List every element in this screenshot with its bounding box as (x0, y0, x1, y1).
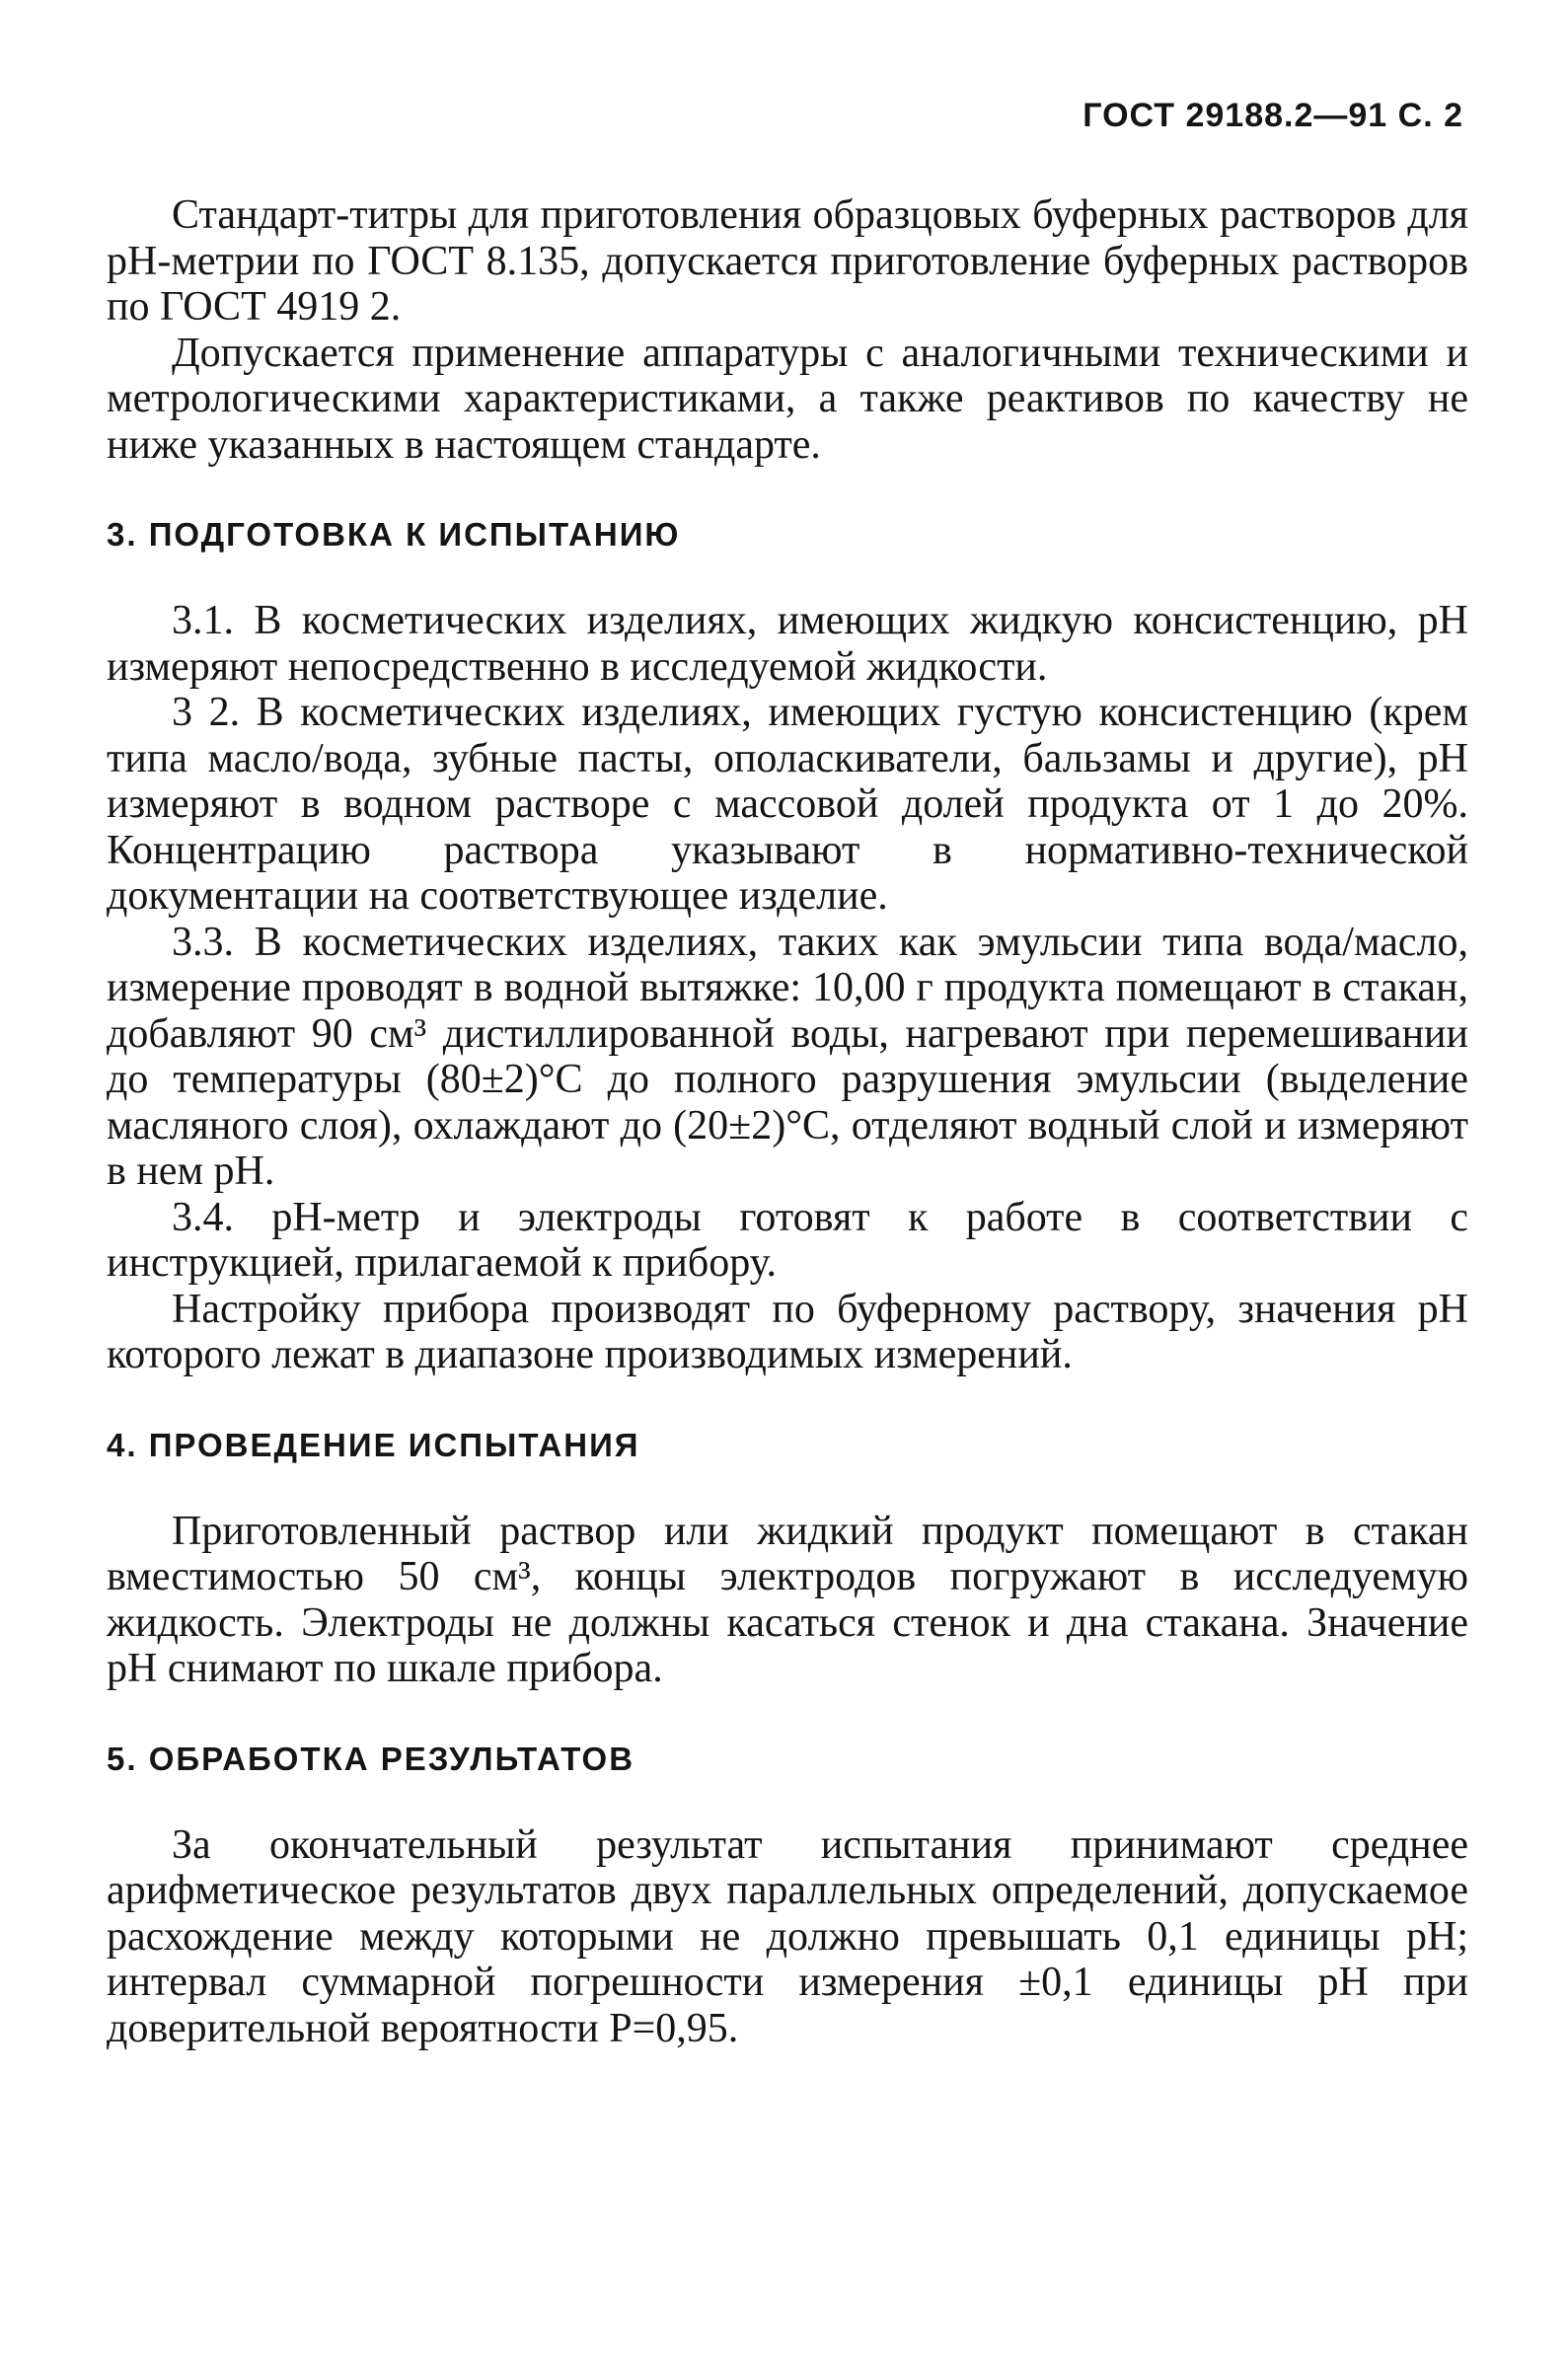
document-body (107, 192, 1468, 2051)
running-head: ГОСТ 29188.2—91 С. 2 (1083, 97, 1463, 134)
clause-3-4: 3.4. pH-метр и электроды готовят к работе в соответствии с инструкцией, прилагаемой к прибору. (107, 1194, 1468, 1286)
testing-paragraph: Приготовленный раствор или жидкий продукт помещают в стакан вместимостью 50 см³, концы электродов погружают в исследуемую жидкость. Электроды не должны касаться стенок и дна стакана. Значение pH снимают по шкале прибора. (107, 1508, 1468, 1691)
clause-3-3: 3.3. В косметических изделиях, таких как эмульсии типа вода/масло, измерение проводят в водной вытяжке: 10,00 г продукта помещают в стакан, добавляют 90 см³ дистиллированной воды, нагревают при перемешивании до температуры (80±2)°С до полного разрушения эмульсии (выделение масляного слоя), охлаждают до (20±2)°С, отделяют водный слой и измеряют в нем pH. (107, 919, 1468, 1194)
section-heading-results: 5. ОБРАБОТКА РЕЗУЛЬТАТОВ (107, 1740, 635, 1777)
intro-paragraph-reagents: Стандарт-титры для приготовления образцовых буферных растворов для pH-метрии по ГОСТ 8.135, допускается приготовление буферных растворов по ГОСТ 4919 2. (107, 192, 1468, 330)
clause-3-1: 3.1. В косметических изделиях, имеющих жидкую консистенцию, pH измеряют непосредственно в исследуемой жидкости. (107, 598, 1468, 690)
clause-3-2: 3 2. В косметических изделиях, имеющих густую консистенцию (крем типа масло/вода, зубные пасты, ополаскиватели, бальзамы и другие), pH измеряют в водном растворе с массовой долей продукта от 1 до 20%. Концентрацию раствора указывают в нормативно-технической документации на соответствующее изделие. (107, 690, 1468, 919)
clause-3-4-calibration: Настройку прибора производят по буферному раствору, значения pH которого лежат в диапазоне производимых измерений. (107, 1286, 1468, 1377)
section-heading-testing: 4. ПРОВЕДЕНИЕ ИСПЫТАНИЯ (107, 1426, 640, 1463)
intro-paragraph-equipment: Допускается применение аппаратуры с аналогичными техническими и метрологическими характеристиками, а также реактивов по качеству не ниже указанных в настоящем стандарте. (107, 330, 1468, 468)
results-paragraph: За окончательный результат испытания принимают среднее арифметическое результатов двух параллельных определений, допускаемое расхождение между которыми не должно превышать 0,1 единицы pH; интервал суммарной погрешности измерения ±0,1 единицы pH при доверительной вероятности Р=0,95. (107, 1821, 1468, 2051)
section-heading-preparation: 3. ПОДГОТОВКА К ИСПЫТАНИЮ (107, 516, 681, 553)
